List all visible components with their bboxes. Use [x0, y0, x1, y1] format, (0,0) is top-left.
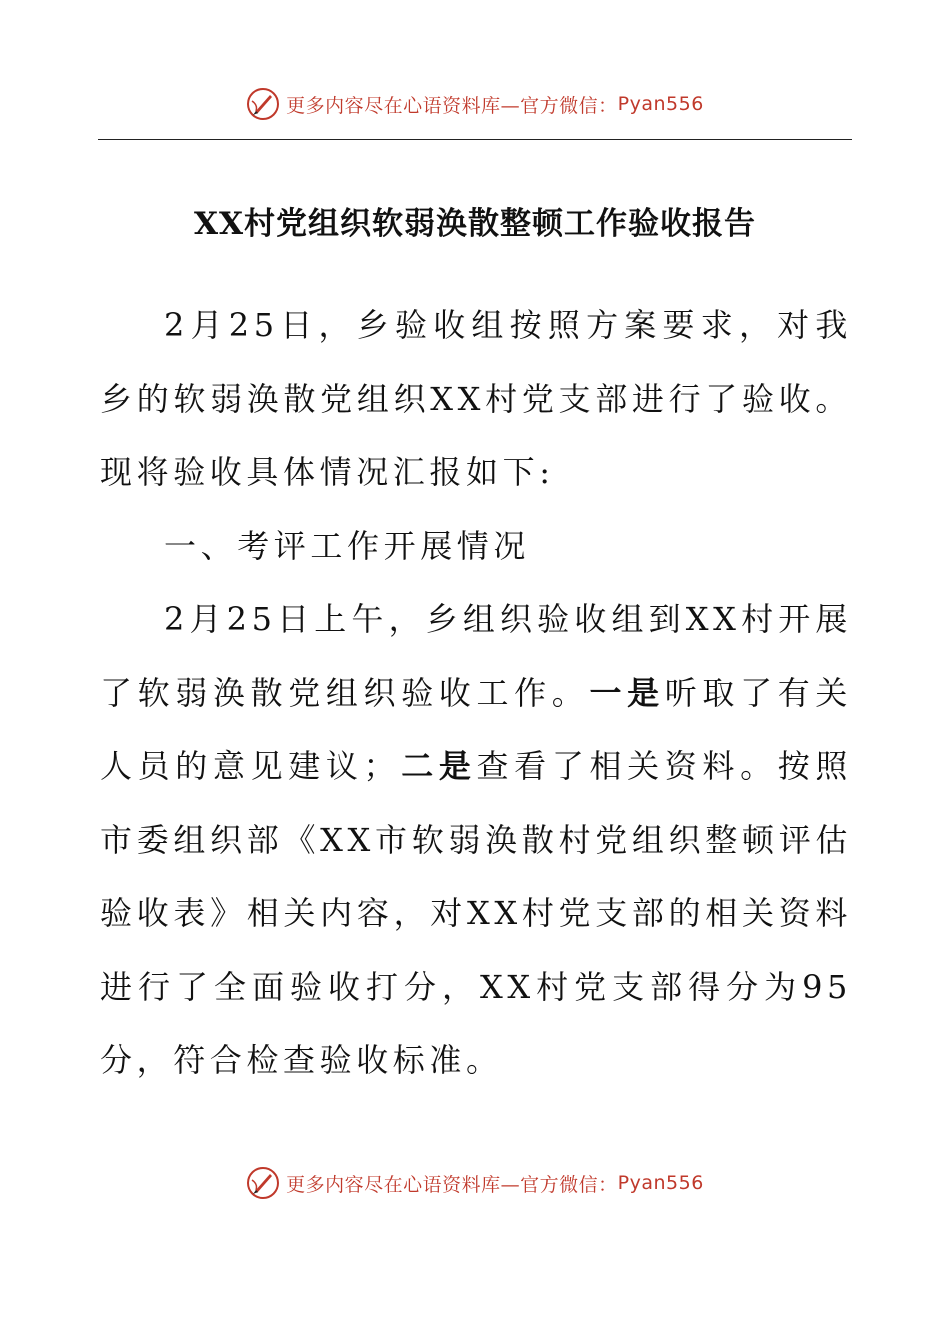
footer-watermark	[0, 1161, 950, 1205]
quill-pen-logo-icon	[246, 1166, 280, 1200]
header-divider	[98, 139, 852, 140]
bold-marker-second: 二是	[400, 747, 477, 785]
bold-marker-first: 一是	[589, 673, 665, 712]
paragraph-intro: 2月25日，乡验收组按照方案要求，对我乡的软弱涣散党组织XX村党支部进行了验收。现将验收具体情况汇报如下:	[100, 306, 852, 491]
watermark-handle: Pyan556	[617, 93, 704, 115]
section-heading-1: 一、考评工作开展情况	[164, 526, 531, 565]
watermark-text: 更多内容尽在心语资料库—官方微信：	[286, 1173, 618, 1196]
paragraph-evaluation-part2: 听取了有关人员的意见建议；	[100, 673, 852, 785]
document-title: XX村党组织软弱涣散整顿工作验收报告	[193, 206, 757, 242]
watermark-text: 更多内容尽在心语资料库—官方微信：	[286, 94, 618, 117]
document-body	[100, 289, 852, 1098]
paragraph-evaluation-part3: 查看了相关资料。按照市委组织部《XX市软弱涣散村党组织整顿评估验收表》相关内容，对XX村党支部的相关资料进行了全面验收打分，XX村党支部得分为95分，符合检查验收标准。	[100, 747, 852, 1079]
header-watermark	[0, 82, 950, 126]
watermark-handle: Pyan556	[617, 1172, 704, 1194]
paragraph-evaluation-part1: 2月25日上午，乡组织验收组到XX村开展了软弱涣散党组织验收工作。	[100, 600, 852, 712]
quill-pen-logo-icon	[246, 87, 280, 121]
paragraph-evaluation	[100, 583, 852, 1098]
